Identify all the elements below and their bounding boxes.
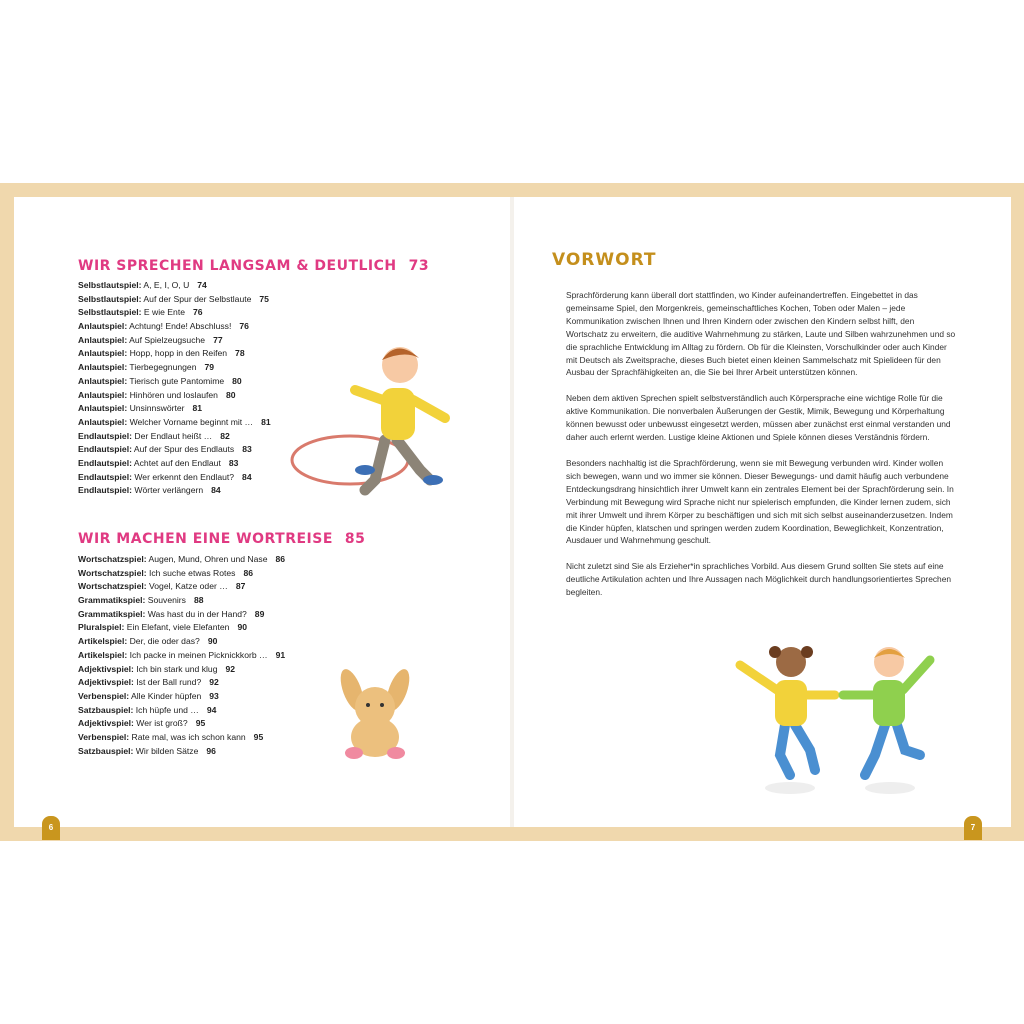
page-number-left: 6 bbox=[42, 816, 60, 840]
toc-item bbox=[78, 567, 285, 581]
toc-item bbox=[78, 745, 285, 759]
toc-item-kind: Adjektivspiel: bbox=[78, 677, 134, 688]
toc-item-page: 78 bbox=[235, 348, 245, 359]
paragraph: Neben dem aktiven Sprechen spielt selbstverständlich auch Körpersprache eine wichtige Rolle für die aktive Kommunikation. Die nonverbalen Äußerungen der Gestik, Mimik, Bewegung und Körperhaltung können bewusst oder unbewusst eingesetzt werden, müssen aber zunächst erst einmal verstanden und daher auch erlernt werden. Lustige kleine Aktionen und Spiele können dieses Verständnis fördern. bbox=[566, 393, 951, 443]
toc-item-text: Wer ist groß? bbox=[133, 718, 188, 729]
toc-item bbox=[78, 690, 285, 704]
toc-item-text: Ich bin stark und klug bbox=[133, 663, 218, 674]
toc-item-text: Ich suche etwas Rotes bbox=[146, 567, 236, 578]
toc-item-text: Alle Kinder hüpfen bbox=[129, 690, 202, 701]
toc-item-page: 80 bbox=[225, 389, 236, 400]
toc-item bbox=[78, 334, 271, 348]
toc-item-kind: Selbstlautspiel: bbox=[78, 307, 142, 318]
toc-item-kind: Endlautspiel: bbox=[78, 485, 132, 496]
toc-item-kind: Anlautspiel: bbox=[78, 321, 128, 332]
toc-item-page: 93 bbox=[209, 690, 219, 701]
toc-item-page: 96 bbox=[206, 745, 216, 756]
toc-item-text: E wie Ente bbox=[141, 307, 185, 318]
toc-item-kind: Anlautspiel: bbox=[78, 416, 128, 427]
toc-item-text: Achtung! Ende! Abschluss! bbox=[127, 321, 232, 332]
toc-item-page: 89 bbox=[254, 608, 265, 619]
toc-item-page: 84 bbox=[211, 485, 221, 496]
toc-item-kind: Wortschatzspiel: bbox=[78, 567, 147, 578]
toc-item-kind: Verbenspiel: bbox=[78, 690, 130, 701]
vorwort-body bbox=[566, 289, 956, 612]
toc-item-page: 95 bbox=[253, 731, 264, 742]
toc-item bbox=[78, 375, 271, 389]
toc-item-text: Augen, Mund, Ohren und Nase bbox=[146, 554, 268, 564]
toc-item bbox=[78, 361, 271, 375]
toc-item bbox=[78, 389, 271, 403]
toc-item bbox=[78, 279, 271, 293]
toc-item-page: 83 bbox=[242, 444, 252, 455]
toc-item-text: Der, die oder das? bbox=[127, 636, 200, 647]
toc-item-kind: Endlautspiel: bbox=[78, 444, 132, 455]
toc-item bbox=[78, 430, 271, 444]
toc-item-kind: Grammatikspiel: bbox=[78, 595, 146, 606]
toc-item-kind: Satzbauspiel: bbox=[78, 745, 134, 756]
toc-item-kind: Verbenspiel: bbox=[78, 731, 130, 742]
toc-item-kind: Selbstlautspiel: bbox=[78, 280, 142, 290]
toc-item-page: 92 bbox=[209, 677, 219, 688]
toc-item-page: 81 bbox=[261, 416, 271, 427]
toc-item-page: 87 bbox=[235, 581, 246, 592]
toc-item bbox=[78, 402, 271, 416]
toc-item-text: A, E, I, O, U bbox=[141, 280, 190, 290]
toc-item-page: 84 bbox=[242, 471, 252, 482]
toc-item-page: 86 bbox=[275, 554, 286, 564]
toc-item bbox=[78, 704, 285, 718]
toc-item-kind: Endlautspiel: bbox=[78, 457, 132, 468]
toc-item-kind: Anlautspiel: bbox=[78, 403, 128, 414]
toc-item-text: Wer erkennt den Endlaut? bbox=[131, 471, 235, 482]
toc-item bbox=[78, 471, 271, 485]
toc-item-kind: Endlautspiel: bbox=[78, 430, 132, 441]
toc-item-text: Souvenirs bbox=[145, 595, 186, 606]
toc-item-kind: Anlautspiel: bbox=[78, 334, 128, 345]
boy-hoop-illustration bbox=[285, 330, 485, 520]
toc-item-text: Ich hüpfe und … bbox=[133, 704, 199, 715]
vorwort-title: VORWORT bbox=[552, 250, 657, 270]
toc-item bbox=[78, 608, 285, 622]
toc-item-page: 92 bbox=[225, 663, 236, 674]
toc-item-page: 75 bbox=[259, 293, 269, 304]
paragraph: Nicht zuletzt sind Sie als Erzieher*in sprachliches Vorbild. Aus diesem Grund sollten Sie stets auf eine deutliche Artikulation achten und Ihre Aussagen nach Möglichkeit durch handlungsorientiertes Sprechen begleiten. bbox=[566, 561, 952, 598]
toc-item-kind: Wortschatzspiel: bbox=[78, 581, 147, 592]
toc-item-text: Tierbegegnungen bbox=[127, 362, 197, 373]
toc-item-kind: Anlautspiel: bbox=[78, 362, 128, 373]
toc-item-page: 88 bbox=[193, 595, 204, 606]
toc-item-kind: Artikelspiel: bbox=[78, 649, 128, 660]
toc-item-text: Tierisch gute Pantomime bbox=[127, 375, 225, 386]
toc-item-text: Auf der Spur der Selbstlaute bbox=[141, 293, 252, 304]
toc-item-kind: Adjektivspiel: bbox=[78, 663, 134, 674]
toc-item-text: Auf der Spur des Endlauts bbox=[131, 444, 235, 455]
toc-item-page: 79 bbox=[204, 362, 215, 373]
toc-item-text: Auf Spielzeugsuche bbox=[127, 334, 206, 345]
toc-item bbox=[78, 553, 285, 567]
toc-item-page: 81 bbox=[192, 403, 203, 414]
toc-item-text: Welcher Vorname beginnt mit … bbox=[127, 416, 254, 427]
section-title-text: WIR SPRECHEN LANGSAM & DEUTLICH bbox=[78, 258, 397, 274]
toc-item-page: 76 bbox=[239, 321, 249, 332]
toc-item bbox=[78, 717, 285, 731]
toc-item bbox=[78, 457, 271, 471]
toc-item bbox=[78, 484, 271, 498]
toc-item bbox=[78, 416, 271, 430]
toc-item-text: Hopp, hopp in den Reifen bbox=[127, 348, 228, 359]
toc-item-text: Hinhören und loslaufen bbox=[127, 389, 218, 400]
toc-item-page: 94 bbox=[206, 704, 217, 715]
toc-item-text: Ist der Ball rund? bbox=[133, 677, 202, 688]
toc-item-text: Ich packe in meinen Picknickkorb … bbox=[127, 649, 268, 660]
toc-item-text: Der Endlaut heißt … bbox=[131, 430, 213, 441]
toc-item-kind: Wortschatzspiel: bbox=[78, 554, 147, 564]
toc-item-text: Ein Elefant, viele Elefanten bbox=[124, 622, 230, 633]
toc-item bbox=[78, 293, 271, 307]
toc-item bbox=[78, 635, 285, 649]
toc-item-page: 90 bbox=[207, 636, 218, 647]
toc-item-page: 80 bbox=[232, 375, 242, 386]
toc-item-page: 90 bbox=[237, 622, 247, 633]
toc-item-kind: Anlautspiel: bbox=[78, 348, 128, 359]
paragraph: Besonders nachhaltig ist die Sprachförderung, wenn sie mit Bewegung verbunden wird. Kinder wollen sich bewegen, wann und wo immer sie können. Dieser Bewegungs- und damit häufig auch verbundene Entdeckungsdrang hinsichtlich ihrer Umwelt kann ein zentrales Element bei der Sprachförderung sein. In Verbindung mit Bewegung wird Sprache nicht nur spielerisch empfunden, die Kinder lernen zudem, sich mit ihrer Umwelt und ihrem Körper zu beschäftigen und sich mit sich selbst auseinanderzusetzen. Indem die Kinder hüpfen, klatschen und springen werden zudem Koordination, Beweglichkeit, Konzentration, Ausdauer und Wahrnehmung geschult. bbox=[566, 457, 954, 546]
children-illustration bbox=[725, 640, 945, 800]
toc-list-langsam bbox=[78, 279, 271, 498]
toc-item bbox=[78, 621, 285, 635]
paragraph: Sprachförderung kann überall dort stattfinden, wo Kinder aufeinandertreffen. Eingebettet in das gemeinsame Spiel, den Morgenkreis, gemeinschaftliches Kochen, Toben oder Malen – jede Kommunikation zwischen Ihnen und Ihren Kindern oder zwischen den Kindern selbst hilft, den Wortschatz zu erweitern, die auditive Wahrnehmung zu stärken, Laute und Silben wahrzunehmen und so die sprachliche Entwicklung im Alltag zu fördern. Ob für die Kleinsten, Vorschulkinder oder auch Kinder mit Deutsch als Zweitsprache, dieses Buch bietet einen kleinen Sammelschatz mit Spielideen für den Ausbau der Sprachfähigkeiten an, die Sie bei Ihrer Arbeit unterstützen können. bbox=[566, 290, 956, 378]
bunny-illustration bbox=[330, 665, 420, 765]
section-title-langsam bbox=[78, 258, 429, 274]
page-number-right: 7 bbox=[964, 816, 982, 840]
toc-item-kind: Anlautspiel: bbox=[78, 389, 128, 400]
toc-item-page: 82 bbox=[220, 430, 230, 441]
toc-item-text: Vogel, Katze oder … bbox=[146, 581, 228, 592]
toc-item-text: Unsinnswörter bbox=[127, 403, 185, 414]
section-page-number: 73 bbox=[408, 258, 430, 274]
toc-item bbox=[78, 594, 285, 608]
section-page-number: 85 bbox=[344, 531, 366, 547]
toc-item bbox=[78, 306, 271, 320]
section-title-text: WIR MACHEN EINE WORTREISE bbox=[78, 531, 333, 547]
toc-item-kind: Satzbauspiel: bbox=[78, 704, 134, 715]
toc-item-page: 77 bbox=[213, 334, 223, 345]
toc-item-kind: Artikelspiel: bbox=[78, 636, 128, 647]
toc-item-text: Wörter verlängern bbox=[131, 485, 204, 496]
toc-item-page: 76 bbox=[192, 307, 203, 318]
toc-item-text: Wir bilden Sätze bbox=[133, 745, 199, 756]
section-title-wortreise bbox=[78, 531, 365, 547]
toc-item-kind: Grammatikspiel: bbox=[78, 608, 146, 619]
toc-item-page: 83 bbox=[228, 457, 239, 468]
toc-item bbox=[78, 663, 285, 677]
toc-item-page: 95 bbox=[195, 718, 206, 729]
toc-item bbox=[78, 731, 285, 745]
toc-item-text: Achtet auf den Endlaut bbox=[131, 457, 221, 468]
toc-list-wortreise bbox=[78, 553, 285, 758]
toc-item-kind: Pluralspiel: bbox=[78, 622, 125, 633]
hoop-icon bbox=[292, 436, 408, 484]
toc-item-text: Was hast du in der Hand? bbox=[145, 608, 247, 619]
toc-item bbox=[78, 676, 285, 690]
toc-item bbox=[78, 347, 271, 361]
toc-item-page: 74 bbox=[197, 280, 207, 290]
toc-item-kind: Anlautspiel: bbox=[78, 375, 128, 386]
toc-item-kind: Selbstlautspiel: bbox=[78, 293, 142, 304]
toc-item-kind: Endlautspiel: bbox=[78, 471, 132, 482]
toc-item bbox=[78, 320, 271, 334]
toc-item bbox=[78, 443, 271, 457]
toc-item-page: 91 bbox=[275, 649, 286, 660]
toc-item bbox=[78, 649, 285, 663]
toc-item-kind: Adjektivspiel: bbox=[78, 718, 134, 729]
toc-item-text: Rate mal, was ich schon kann bbox=[129, 731, 246, 742]
toc-item bbox=[78, 580, 285, 594]
toc-item-page: 86 bbox=[243, 567, 254, 578]
